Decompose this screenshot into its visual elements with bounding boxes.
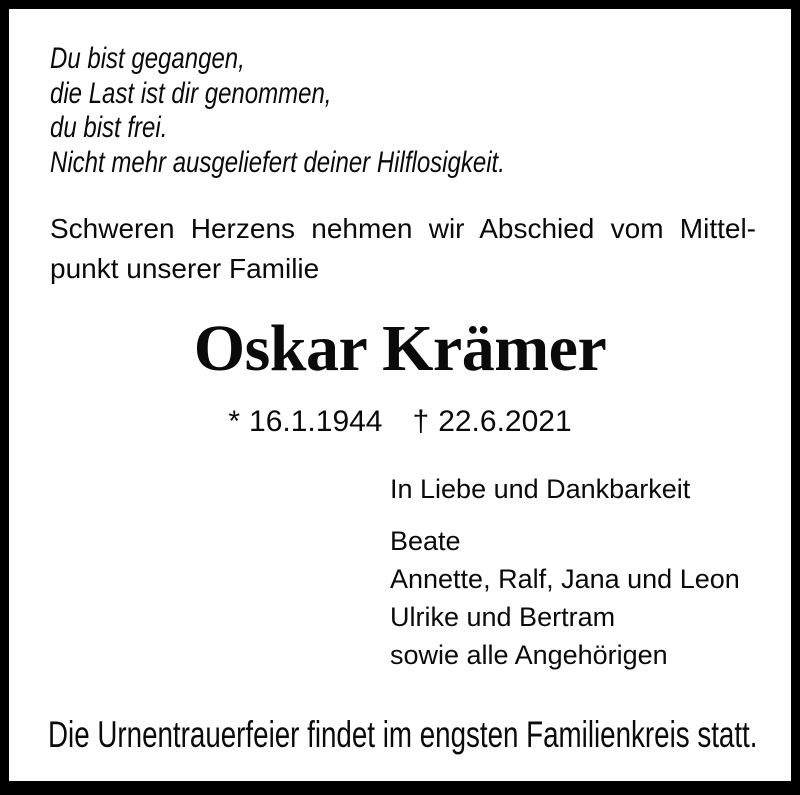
poem-line: Nicht mehr ausgeliefert deiner Hilflosigkeit. (50, 145, 505, 179)
mourners-block (390, 470, 740, 674)
deceased-name: Oskar Krämer (193, 312, 607, 385)
born-symbol: * (228, 405, 241, 438)
mourner-name: Ulrike und Bertram (390, 602, 616, 632)
funeral-note: Die Urnentrauerfeier findet im engsten Familienkreis statt. (48, 714, 758, 755)
death-date-value: 22.6.2021 (438, 405, 572, 438)
memorial-poem (50, 42, 505, 180)
poem-line: Du bist gegangen, (50, 42, 245, 75)
closing-line: In Liebe und Dankbarkeit (390, 474, 691, 504)
mourner-name: Annette, Ralf, Jana und Leon (390, 564, 740, 594)
intro-line: Schweren Herzens nehmen wir Abschied vom Mittel- (50, 213, 756, 244)
birth-date-value: 16.1.1944 (249, 405, 383, 438)
life-dates (9, 407, 791, 437)
intro-text (50, 209, 756, 289)
intro-line: punkt unserer Familie (50, 253, 320, 284)
birth-date (228, 407, 382, 437)
poem-line: du bist frei. (50, 111, 168, 144)
died-cross-symbol: † (412, 405, 430, 438)
death-date (413, 407, 572, 437)
mourner-name: Beate (390, 526, 461, 556)
poem-line: die Last ist dir genommen, (50, 76, 332, 110)
mourner-name: sowie alle Angehörigen (390, 640, 668, 670)
